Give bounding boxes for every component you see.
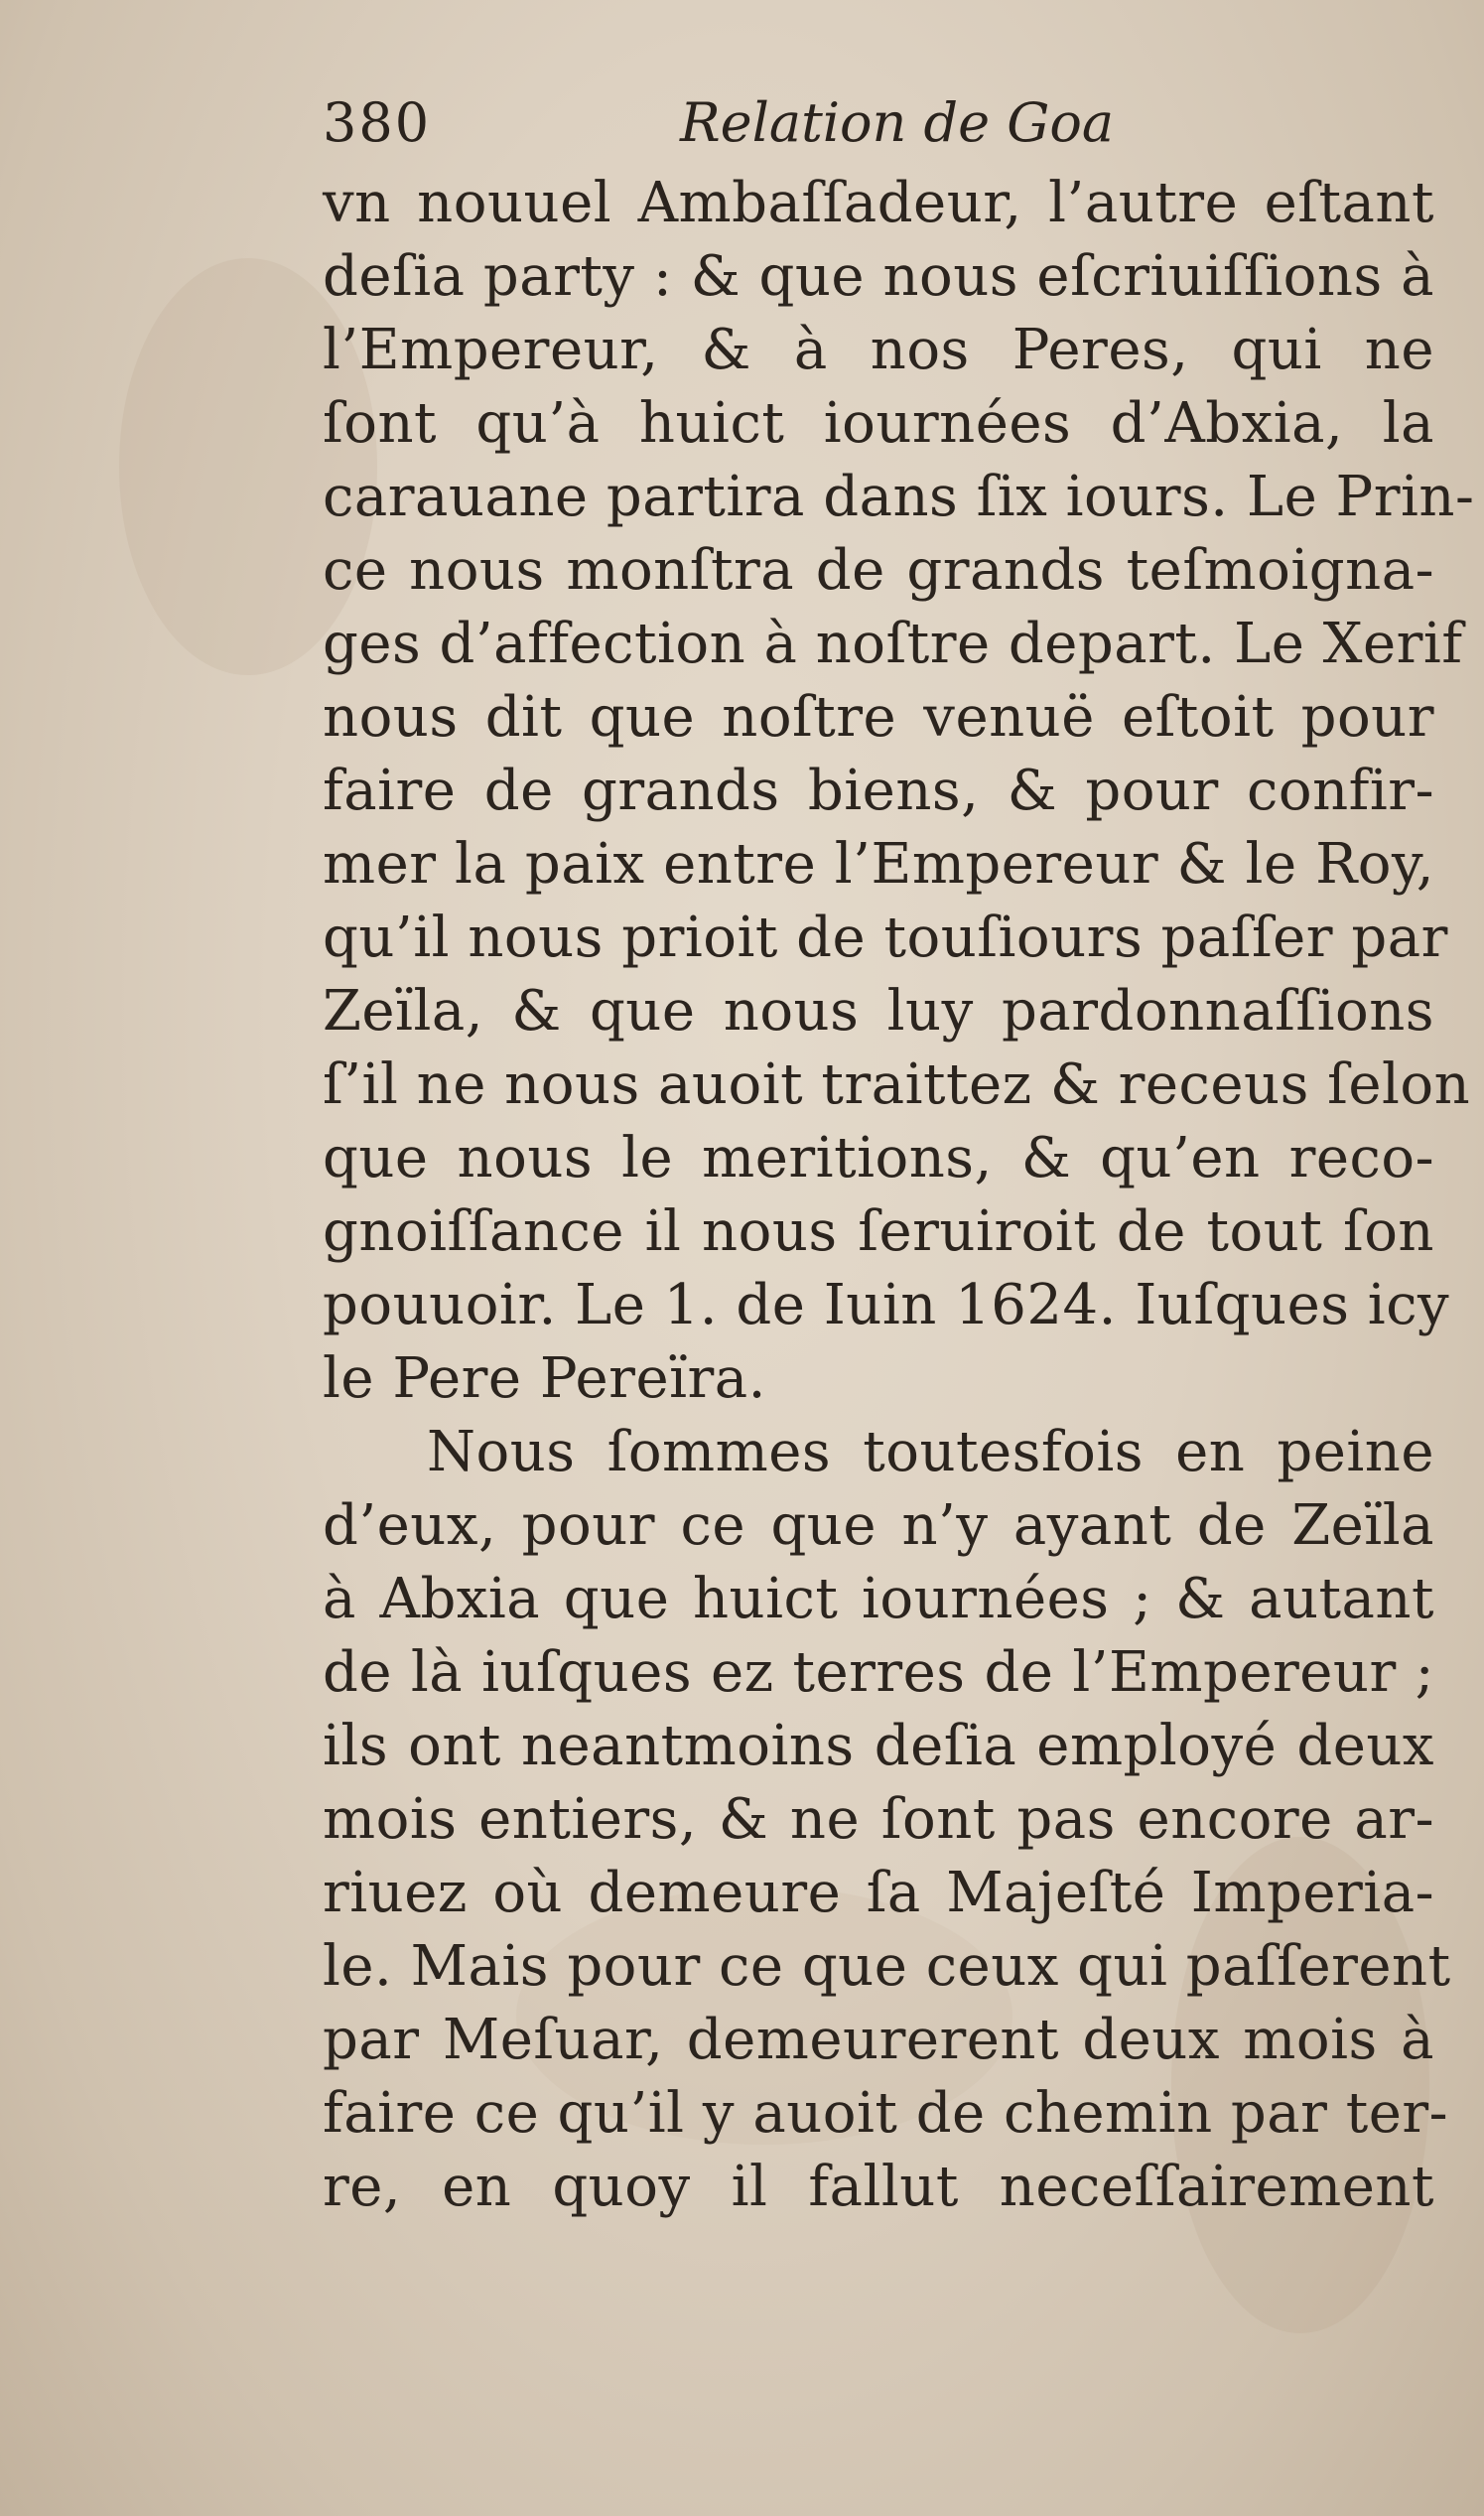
text-line: Nous ſommes toutesfois en peine bbox=[427, 1420, 1434, 1484]
text-line: pouuoir. Le 1. de Iuin 1624. Iuſques icy bbox=[323, 1273, 1450, 1337]
text-line: qu’il nous prioit de touſiours paſſer par bbox=[323, 906, 1448, 970]
text-line: Zeïla, & que nous luy pardonnaſſions bbox=[323, 979, 1434, 1044]
text-line: ſont qu’à huict iournées d’Abxia, la bbox=[323, 391, 1434, 456]
text-line: ſ’il ne nous auoit traittez & receus ſelon bbox=[323, 1052, 1471, 1117]
text-line: carauane partira dans ſix iours. Le Prin- bbox=[323, 465, 1475, 529]
text-line: l’Empereur, & à nos Peres, qui ne bbox=[323, 318, 1434, 382]
text-line: mois entiers, & ne ſont pas encore ar- bbox=[323, 1787, 1434, 1852]
body-text bbox=[323, 167, 1475, 2224]
page-number: 380 bbox=[323, 91, 432, 154]
text-line: d’eux, pour ce que n’y ayant de Zeïla bbox=[323, 1493, 1434, 1558]
text-line: par Meſuar, demeurerent deux mois à bbox=[323, 2008, 1434, 2072]
text-line: que nous le meritions, & qu’en reco- bbox=[323, 1126, 1434, 1190]
text-line: ce nous monſtra de grands teſmoigna- bbox=[323, 538, 1434, 603]
text-line: à Abxia que huict iournées ; & autant bbox=[323, 1567, 1434, 1631]
text-line: ges d’affection à noſtre depart. Le Xerif bbox=[323, 612, 1463, 676]
text-line: riuez où demeure ſa Majeſté Imperia- bbox=[323, 1861, 1434, 1925]
running-title: Relation de Goa bbox=[680, 91, 1115, 154]
text-line: nous dit que noſtre venuë eſtoit pour bbox=[323, 685, 1434, 750]
text-line: ils ont neantmoins deſia employé deux bbox=[323, 1714, 1434, 1778]
text-line: vn nouuel Ambaſſadeur, l’autre eſtant bbox=[323, 171, 1434, 235]
text-line: faire de grands biens, & pour confir- bbox=[323, 759, 1434, 823]
text-line: faire ce qu’il y auoit de chemin par ter- bbox=[323, 2081, 1449, 2146]
text-line: le Pere Pereïra. bbox=[323, 1346, 766, 1411]
page-header bbox=[323, 91, 1434, 171]
text-line: le. Mais pour ce que ceux qui paſſerent bbox=[323, 1934, 1451, 1999]
text-line: deſia party : & que nous eſcriuiſſions à bbox=[323, 244, 1434, 309]
text-line: de là iuſques ez terres de l’Empereur ; bbox=[323, 1640, 1434, 1705]
text-line: mer la paix entre l’Empereur & le Roy, bbox=[323, 832, 1434, 897]
text-line: gnoiſſance il nous ſeruiroit de tout ſon bbox=[323, 1199, 1434, 1264]
text-line: re, en quoy il fallut neceſſairement bbox=[323, 2155, 1434, 2219]
